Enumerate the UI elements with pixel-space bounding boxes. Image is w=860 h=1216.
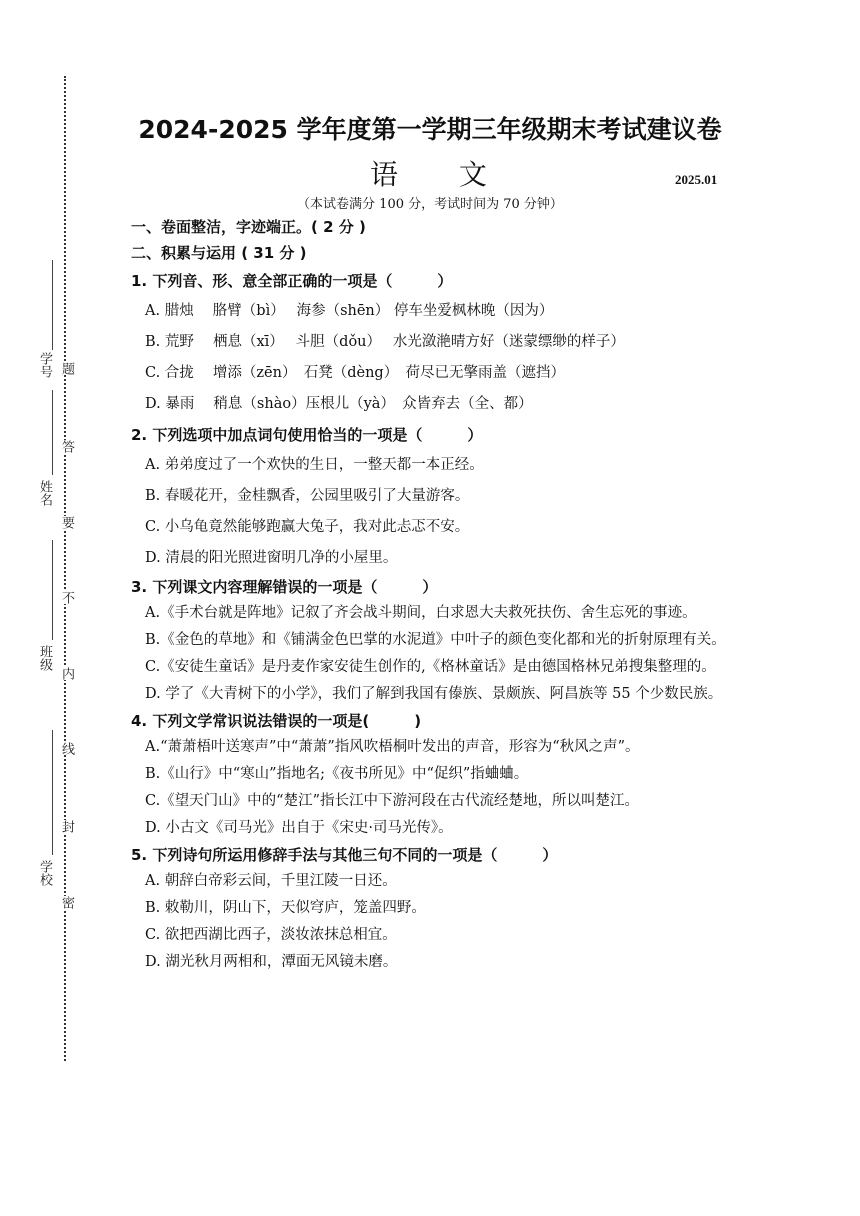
question-5-option-c: C. 欲把西湖比西子，淡妆浓抹总相宜。 bbox=[145, 927, 397, 943]
seal-char: 密 bbox=[59, 896, 74, 909]
question-4-stem: 4. 下列文学常识说法错误的一项是( ) bbox=[131, 712, 422, 730]
question-5-option-a: A. 朝辞白帝彩云间，千里江陵一日还。 bbox=[145, 873, 397, 889]
question-3-option-c: C.《安徒生童话》是丹麦作家安徒生创作的,《格林童话》是由德国格林兄弟搜集整理的。 bbox=[145, 659, 716, 675]
question-3-option-a: A.《手术台就是阵地》记叙了齐会战斗期间，白求恩大夫救死扶伤、舍生忘死的事迹。 bbox=[145, 605, 697, 621]
question-2-option-b: B. 春暖花开，金桂飘香，公园里吸引了大量游客。 bbox=[145, 488, 470, 504]
question-1-option-d: D. 暴雨 稍息（shào）压根儿（yà） 众皆弃去（全、都） bbox=[145, 396, 533, 412]
question-2-option-c: C. 小乌龟竟然能够跑赢大兔子，我对此忐忑不安。 bbox=[145, 519, 470, 535]
question-1-option-c: C. 合拢 增添（zēn） 石凳（dèng） 荷尽已无擎雨盖（遮挡） bbox=[145, 365, 565, 381]
school-label: 学校 bbox=[37, 860, 52, 886]
question-3-option-b: B.《金色的草地》和《铺满金色巴掌的水泥道》中叶子的颜色变化都和光的折射原理有关。 bbox=[145, 632, 726, 648]
name-label: 姓名 bbox=[37, 480, 52, 506]
exam-date: 2025.01 bbox=[675, 172, 718, 187]
question-4-option-b: B.《山行》中“寒山”指地名;《夜书所见》中“促织”指蛐蛐。 bbox=[145, 766, 529, 782]
question-5-option-b: B. 敕勒川，阴山下，天似穹庐，笼盖四野。 bbox=[145, 900, 426, 916]
question-4-option-d: D. 小古文《司马光》出自于《宋史·司马光传》。 bbox=[145, 820, 453, 836]
class-label: 班级 bbox=[37, 645, 52, 671]
question-1-option-a: A. 腊烛 胳臂（bì） 海参（shēn） 停车坐爱枫林晚（因为） bbox=[145, 303, 554, 319]
question-3-stem: 3. 下列课文内容理解错误的一项是（ ） bbox=[131, 578, 438, 596]
seal-char: 要 bbox=[59, 516, 74, 529]
binding-dotted-line bbox=[64, 76, 66, 1061]
question-5-option-d: D. 湖光秋月两相和，潭面无风镜未磨。 bbox=[145, 954, 398, 970]
exam-title: 2024-2025 学年度第一学期三年级期末考试建议卷 bbox=[138, 115, 722, 144]
seal-char: 题 bbox=[59, 362, 74, 375]
seal-char: 内 bbox=[59, 667, 74, 680]
student-id-fill-line bbox=[52, 260, 53, 350]
question-1-stem: 1. 下列音、形、意全部正确的一项是（ ） bbox=[131, 272, 453, 290]
subject-title: 语 文 bbox=[370, 158, 513, 191]
question-4-option-c: C.《望天门山》中的“楚江”指长江中下游河段在古代流经楚地，所以叫楚江。 bbox=[145, 793, 640, 809]
student-id-label: 学号 bbox=[37, 352, 52, 378]
name-fill-line bbox=[52, 390, 53, 475]
school-fill-line bbox=[52, 730, 53, 855]
exam-content bbox=[131, 214, 736, 976]
seal-char: 答 bbox=[59, 440, 74, 453]
seal-char: 线 bbox=[59, 742, 74, 755]
class-fill-line bbox=[52, 540, 53, 640]
section-2-heading: 二、积累与运用 ( 31 分 ) bbox=[131, 244, 307, 262]
question-3-option-d: D. 学了《大青树下的小学》，我们了解到我国有傣族、景颇族、阿昌族等 55 个少数民族。 bbox=[145, 686, 723, 702]
section-1-heading: 一、卷面整洁，字迹端正。( 2 分 ) bbox=[131, 218, 366, 236]
question-2-option-d: D. 清晨的阳光照进窗明几净的小屋里。 bbox=[145, 550, 398, 566]
exam-note: （本试卷满分 100 分，考试时间为 70 分钟） bbox=[297, 197, 563, 212]
question-2-option-a: A. 弟弟度过了一个欢快的生日，一整天都一本正经。 bbox=[145, 457, 484, 473]
question-5-stem: 5. 下列诗句所运用修辞手法与其他三句不同的一项是（ ） bbox=[131, 846, 558, 864]
question-2-stem: 2. 下列选项中加点词句使用恰当的一项是（ ） bbox=[131, 426, 483, 444]
seal-char: 不 bbox=[59, 591, 74, 604]
seal-char: 封 bbox=[59, 820, 74, 833]
question-1-option-b: B. 荒野 栖息（xī） 斗胆（dǒu） 水光潋滟晴方好（迷蒙缥缈的样子） bbox=[145, 334, 625, 350]
question-4-option-a: A.“萧萧梧叶送寒声”中“萧萧”指风吹梧桐叶发出的声音，形容为“秋风之声”。 bbox=[145, 739, 640, 755]
